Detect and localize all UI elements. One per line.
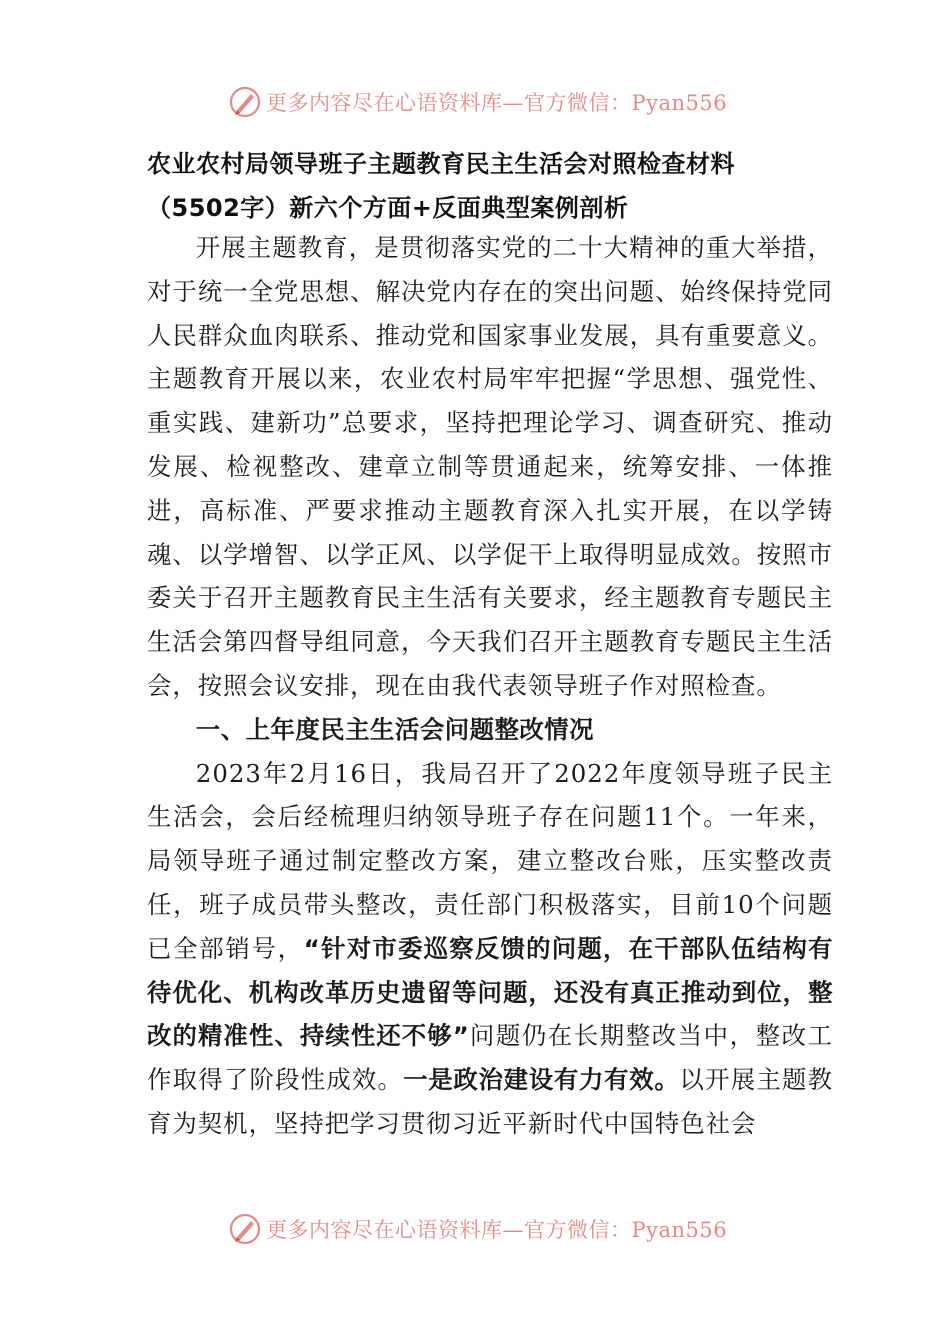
pen-logo-icon bbox=[228, 85, 262, 119]
bold-point: 一是政治建设有力有效。 bbox=[403, 1065, 680, 1095]
pen-logo-icon bbox=[228, 1212, 262, 1246]
section-text-c: 以开展主题教育为契机，坚持把学习贯彻习近平新时代中国特色社会 bbox=[147, 1065, 833, 1138]
section-text-b: 问题仍在长期整改当中，整改工作取得了阶段性成效。 bbox=[147, 1021, 833, 1095]
document-title-line-2: （5502字）新六个方面+反面典型案例剖析 bbox=[147, 194, 629, 222]
bold-quote: “针对市委巡察反馈的问题，在干部队伍结构有待优化、机构改革历史遗留等问题，还没有真正推动到位，整改的精准性、持续性还不够” bbox=[147, 933, 833, 1051]
watermark-text: 更多内容尽在心语资料库—官方微信：Pyan556 bbox=[266, 91, 728, 115]
watermark-text: 更多内容尽在心语资料库—官方微信：Pyan556 bbox=[266, 1218, 728, 1242]
watermark-banner-top bbox=[228, 84, 727, 120]
document-title-line-1: 农业农村局领导班子主题教育民主生活会对照检查材料 bbox=[147, 150, 735, 178]
document-body bbox=[147, 226, 833, 1146]
section-text-a: 2023年2月16日，我局召开了2022年度领导班子民主生活会，会后经梳理归纳领导班子存在问题11个。一年来，局领导班子通过制定整改方案，建立整改台账，压实整改责任，班子成员带头整改，责任部门积极落实，目前10个问题已全部销号， bbox=[147, 758, 833, 963]
watermark-banner-bottom bbox=[228, 1211, 727, 1247]
intro-paragraph: 开展主题教育，是贯彻落实党的二十大精神的重大举措，对于统一全党思想、解决党内存在的突出问题、始终保持党同人民群众血肉联系、推动党和国家事业发展，具有重要意义。主题教育开展以来，农业农村局牢牢把握“学思想、强党性、重实践、建新功”总要求，坚持把理论学习、调查研究、推动发展、检视整改、建章立制等贯通起来，统筹安排、一体推进，高标准、严要求推动主题教育深入扎实开展，在以学铸魂、以学增智、以学正风、以学促干上取得明显成效。按照市委关于召开主题教育民主生活有关要求，经主题教育专题民主生活会第四督导组同意，今天我们召开主题教育专题民主生活会，按照会议安排，现在由我代表领导班子作对照检查。 bbox=[147, 233, 833, 700]
section-heading: 一、上年度民主生活会问题整改情况 bbox=[195, 714, 595, 744]
section-paragraph bbox=[147, 752, 833, 1146]
